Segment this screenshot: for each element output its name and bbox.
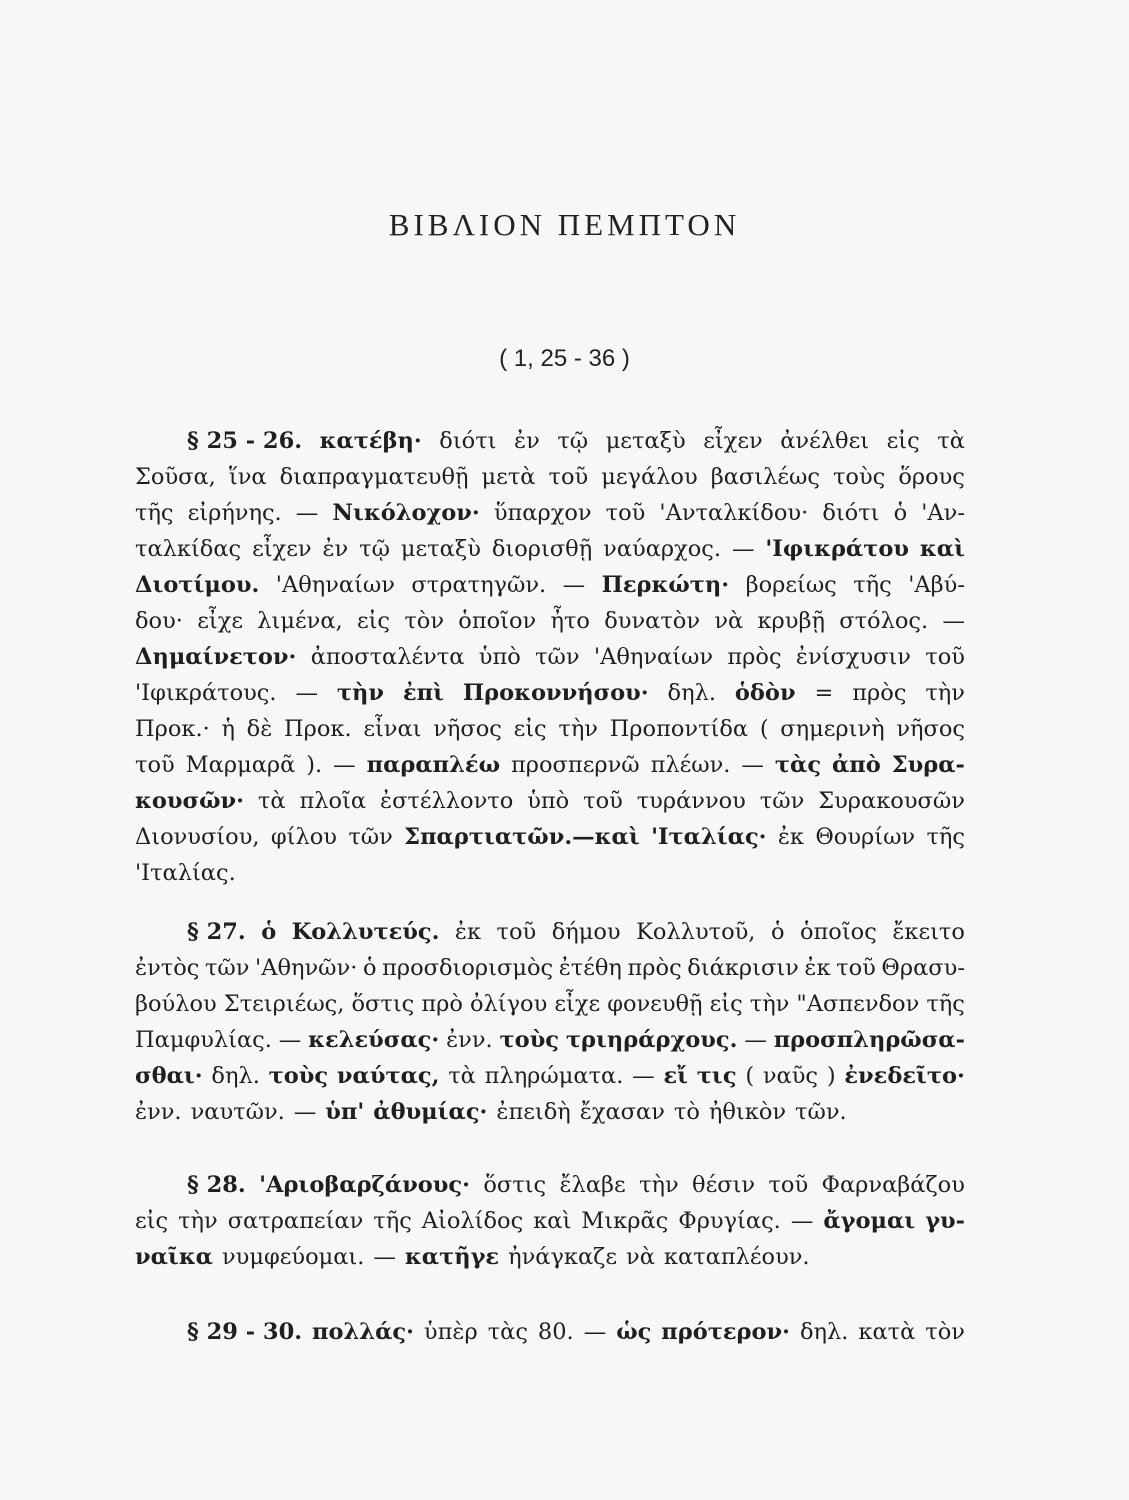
word: δὲ (246, 716, 273, 742)
word: τὰς (487, 1319, 528, 1345)
word: καὶ (533, 1208, 572, 1234)
word: Φρυγίας. (678, 1208, 781, 1234)
word: τῶν (759, 788, 805, 814)
word: Φαρναβάζου (821, 1172, 965, 1198)
word: ) (826, 1063, 836, 1089)
word: τῆς (373, 1208, 412, 1234)
word: τοῦ (925, 644, 965, 670)
word: — (562, 572, 586, 598)
word: ὕπαρχον (493, 500, 592, 526)
word: τὰ (937, 428, 965, 454)
word: κατῆγε (404, 1244, 500, 1270)
word: βούλου (135, 991, 217, 1017)
word: ἠνάγκαζε (508, 1244, 618, 1270)
word: παραπλέω (366, 752, 501, 778)
text-line (135, 675, 965, 711)
word: ἐν (514, 428, 540, 454)
word: Περκώτη· (601, 572, 730, 598)
word: μεγάλου (601, 464, 698, 490)
word: τοῦ (135, 752, 175, 778)
word: ἐνίσχυσιν (795, 644, 911, 670)
word: μεταξὺ (400, 536, 481, 562)
word: — (942, 608, 965, 634)
word: στρατηγῶν. (411, 572, 547, 598)
word: προσδιορισμὸς (382, 955, 554, 981)
word: — (741, 752, 764, 778)
word: Διονυσίου, (135, 824, 260, 850)
word: ἐν (322, 536, 349, 562)
word: § 29 - 30. (187, 1319, 303, 1345)
word: ναύτας, (336, 1063, 440, 1089)
word: τὴν (558, 716, 598, 742)
text-line (135, 1239, 965, 1275)
text-line (135, 986, 965, 1022)
paragraph-28 (135, 1167, 965, 1275)
text-line (135, 423, 965, 459)
word: § 28. (187, 1172, 246, 1198)
text-line (135, 855, 965, 891)
word: εἶχεν (252, 536, 312, 562)
word: Συρακουσῶν (818, 788, 965, 814)
word: ὁδὸν (734, 680, 796, 706)
word: νῆσος (896, 716, 965, 742)
word: ἐπὶ (402, 680, 444, 706)
word: ἀνέλθει (780, 428, 870, 454)
text-line (135, 1314, 965, 1350)
word: βασιλέως (710, 464, 820, 490)
text-line (135, 950, 965, 986)
word: τῆς (926, 991, 965, 1017)
word: ἀθυμίας· (373, 1099, 488, 1125)
text-line (135, 459, 965, 495)
word: πρὸς (852, 680, 907, 706)
word: ( (759, 716, 769, 742)
word: — (731, 536, 755, 562)
word: πλέων. (650, 752, 731, 778)
word: ἐκ (777, 824, 804, 850)
text-line (135, 1058, 965, 1094)
word: πολλάς· (312, 1319, 414, 1345)
word: ἐνν. (135, 1099, 182, 1125)
word: εἶχε (554, 991, 601, 1017)
word: εἶχε (197, 608, 243, 634)
text-line (135, 1022, 965, 1058)
word: καταπλέουν. (663, 1244, 810, 1270)
word: Προκοννήσου· (462, 680, 649, 706)
word: τοὺς (499, 1027, 560, 1053)
word: 'Ιταλίας· (651, 824, 767, 850)
word: ἄγομαι (823, 1208, 916, 1234)
word: τὰ (448, 1063, 476, 1089)
word: ναυτῶν. (190, 1099, 285, 1125)
word: Προκ.· (135, 716, 210, 742)
word: ὅστις (351, 991, 415, 1017)
word: 'Ιταλίας. (135, 860, 236, 886)
word: — (295, 680, 318, 706)
word: τοὺς (832, 464, 886, 490)
word: πληρώματα. (484, 1063, 624, 1089)
word: — (373, 1244, 396, 1270)
word: ὑπ' (325, 1099, 365, 1125)
word: Κολλυτοῦ, (636, 919, 756, 945)
word: 'Ιφικράτους. (135, 680, 277, 706)
word: εἰς (709, 991, 743, 1017)
word: τὸ (673, 1099, 700, 1125)
word: ἐτέθη (558, 955, 622, 981)
word: ἠθικὸν (708, 1099, 787, 1125)
word: Σοῦσα, (135, 464, 216, 490)
word: ἵνα (228, 464, 267, 490)
word: τοῦ (768, 1172, 809, 1198)
word: ὡς (616, 1319, 652, 1345)
word: νὰ (626, 1244, 655, 1270)
word: φονευθῇ (607, 991, 703, 1017)
word: ἀποσταλέντα (310, 644, 465, 670)
word: δου· (135, 608, 183, 634)
word: 'Αθηναίων (593, 644, 714, 670)
word: ὑπὸ (527, 788, 570, 814)
word: ἔκειτο (892, 919, 965, 945)
word: τυράννου (636, 788, 746, 814)
paragraph-25-26 (135, 423, 965, 891)
word: τὴν (749, 991, 790, 1017)
text-line (135, 819, 965, 855)
word: Νικόλοχον· (332, 500, 480, 526)
word: — (790, 1208, 814, 1234)
word: ἐνεδεῖτο· (844, 1063, 965, 1089)
word: ἡ (221, 716, 235, 742)
word: ταλκίδας (135, 536, 242, 562)
word: τῆς (926, 824, 965, 850)
text-line (135, 639, 965, 675)
word: εἴ (663, 1063, 689, 1089)
word: § 27. (187, 919, 246, 945)
word: 'Αν- (921, 500, 965, 526)
text-line (135, 567, 965, 603)
word: ὅστις (483, 1172, 547, 1198)
word: τις (696, 1063, 737, 1089)
word: 80. (537, 1319, 574, 1345)
word: δυνατὸν (604, 608, 701, 634)
text-line (135, 783, 965, 819)
word: σατραπείαν (227, 1208, 364, 1234)
word: = (814, 680, 834, 706)
word: ἐντὸς (135, 955, 200, 981)
word: Προποντίδα (609, 716, 749, 742)
word: εἰς (135, 1208, 169, 1234)
word: ἀπὸ (831, 752, 881, 778)
word: τῷ (359, 536, 390, 562)
text-line (135, 531, 965, 567)
text-line (135, 711, 965, 747)
word: ( (745, 1063, 755, 1089)
paragraph-29-30 (135, 1314, 965, 1350)
word: τοῦ (583, 788, 623, 814)
word: κουσῶν· (135, 788, 244, 814)
word: προσπερνῶ (511, 752, 640, 778)
word: τῶν (535, 644, 580, 670)
word: Θρασυ- (881, 955, 965, 981)
word: § 25 - 26. (187, 428, 303, 454)
text-line (135, 1094, 965, 1130)
word: — (278, 1027, 302, 1053)
word: 'Ιφικράτου (765, 536, 909, 562)
word: ἐνν. (446, 1027, 493, 1053)
word: ἐκ (454, 919, 482, 945)
word: ὅρους (898, 464, 965, 490)
word: ἐπειδὴ (496, 1099, 571, 1125)
word: — (632, 1063, 655, 1089)
word: τῷ (557, 428, 589, 454)
text-line (135, 747, 965, 783)
word: τῆς (135, 500, 174, 526)
word: νὰ (714, 608, 744, 634)
word: εἰρήνης. (187, 500, 282, 526)
word: 'Αριοβαρζάνους· (259, 1172, 470, 1198)
word: εἶναι (363, 716, 422, 742)
word: καὶ (919, 536, 965, 562)
word: τῶν. (795, 1099, 847, 1125)
text-line (135, 495, 965, 531)
word: τοῦ (836, 955, 876, 981)
word: εἶχεν (703, 428, 763, 454)
word: πρὸς (627, 955, 682, 981)
word: ναῖκα (135, 1244, 213, 1270)
paragraph-27 (135, 914, 965, 1130)
word: διάκρισιν (687, 955, 799, 981)
word: Δημαίνετον· (135, 644, 297, 670)
word: Μικρᾶς (581, 1208, 669, 1234)
word: ἔλαβε (559, 1172, 626, 1198)
word: ὁποῖος (799, 919, 877, 945)
word: δηλ. (211, 1063, 260, 1089)
word: Συρα- (891, 752, 965, 778)
word: τοῦ (496, 919, 537, 945)
word: 'Αβύ- (908, 572, 965, 598)
word: διαπραγματευθῇ (279, 464, 469, 490)
word: νῆσος (433, 716, 502, 742)
word: εἰς (886, 428, 920, 454)
word: 'Ανταλκίδου· (659, 500, 809, 526)
word: τὰ (257, 788, 286, 814)
word: ναύαρχος. (603, 536, 722, 562)
word: λιμένα, (257, 608, 343, 634)
word: ὁ (893, 500, 908, 526)
word: ἦτο (550, 608, 590, 634)
word: στόλος. (839, 608, 929, 634)
word: δηλ. (799, 1319, 849, 1345)
word: σημερινὴ (780, 716, 885, 742)
word: Θουρίων (815, 824, 916, 850)
text-line (135, 1167, 965, 1203)
word: ὑπὸ (478, 644, 521, 670)
word: 'Αθηνῶν· (255, 955, 358, 981)
word: Προκ. (283, 716, 352, 742)
word: μεταξὺ (605, 428, 686, 454)
word: θέσιν (692, 1172, 756, 1198)
word: Παμφυλίας. (135, 1027, 272, 1053)
word: ἐστέλλοντο (380, 788, 514, 814)
word: διορισθῇ (491, 536, 593, 562)
word: ναῦς (762, 1063, 819, 1089)
word: Μαρμαρᾶ (185, 752, 296, 778)
word: κρυβῇ (757, 608, 825, 634)
word: τῆς (853, 572, 892, 598)
word: τὸν (925, 1319, 965, 1345)
word: γυ- (925, 1208, 965, 1234)
word: τῶν (348, 824, 393, 850)
word: — (333, 752, 356, 778)
word: κελεύσας· (308, 1027, 440, 1053)
word: ὁ (770, 919, 785, 945)
word: διότι (439, 428, 497, 454)
word: εἰς (356, 608, 391, 634)
word: τὴν (639, 1172, 679, 1198)
word: — (295, 500, 319, 526)
text-line (135, 1203, 965, 1239)
word: εἰς (513, 716, 547, 742)
word: διότι (822, 500, 880, 526)
word: Διοτίμου. (135, 572, 260, 598)
word: κατὰ (858, 1319, 916, 1345)
word: κατέβη· (319, 428, 422, 454)
word: ὀλίγου (469, 991, 548, 1017)
word: 'Αθηναίων (275, 572, 395, 598)
word: ὑπὲρ (423, 1319, 478, 1345)
word: πλοῖα (299, 788, 367, 814)
word: σθαι· (135, 1063, 203, 1089)
word: τῶν (204, 955, 250, 981)
word: — (583, 1319, 607, 1345)
word: μετὰ (481, 464, 536, 490)
word: τὴν (925, 680, 965, 706)
word: Κολλυτεύς. (291, 919, 440, 945)
word: πρότερον· (661, 1319, 790, 1345)
word: ὁ (362, 955, 377, 981)
word: ἔχασαν (579, 1099, 665, 1125)
word: τὴν (336, 680, 385, 706)
word: τοῦ (548, 464, 589, 490)
word: — (293, 1099, 317, 1125)
word: — (744, 1027, 767, 1053)
word: ). (306, 752, 323, 778)
word: ὁποῖον (458, 608, 537, 634)
word: τοὺς (268, 1063, 329, 1089)
word: δηλ. (667, 680, 716, 706)
word: Σπαρτιατῶν.—καὶ (404, 824, 640, 850)
word: νυμφεύομαι. (222, 1244, 365, 1270)
word: τὴν (178, 1208, 218, 1234)
word: βορείως (745, 572, 837, 598)
word: ὁ (261, 919, 277, 945)
word: τὸν (404, 608, 444, 634)
word: τριηράρχους. (565, 1027, 738, 1053)
word: Αἰολίδος (421, 1208, 524, 1234)
word: δήμου (551, 919, 621, 945)
word: πρὸς (727, 644, 782, 670)
section-range: ( 1, 25 - 36 ) (499, 345, 630, 372)
word: ἐκ (804, 955, 831, 981)
word: "Ασπενδον (796, 991, 920, 1017)
text-line (135, 603, 965, 639)
text-line (135, 914, 965, 950)
word: φίλου (270, 824, 337, 850)
word: πρὸ (421, 991, 463, 1017)
word: Στειριέως, (223, 991, 345, 1017)
word: προσπληρῶσα- (773, 1027, 965, 1053)
word: τοῦ (605, 500, 646, 526)
word: τὰς (774, 752, 822, 778)
page-title: ΒΙΒΛΙΟΝ ΠΕΜΠΤΟΝ (388, 207, 741, 242)
